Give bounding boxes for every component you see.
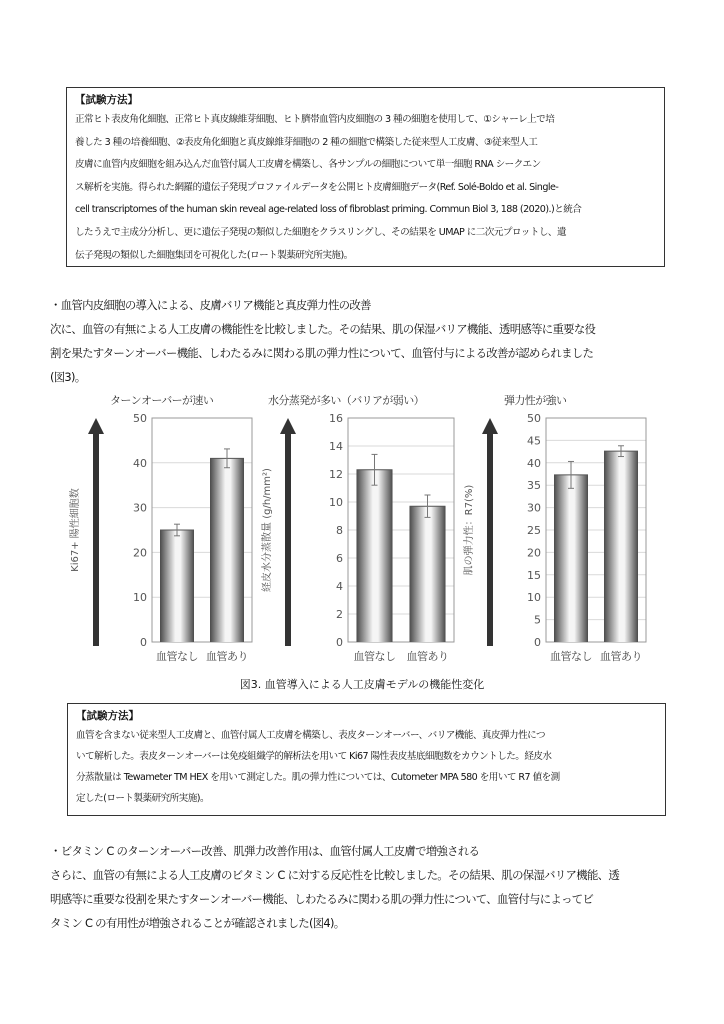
method-line: いて解析した。表皮ターンオーバーは免疫組織学的解析法を用いて Ki67 陽性表皮基底細胞数をカウントした。経皮水 xyxy=(76,751,552,762)
section-2-line: タミン C の有用性が増強されることが確認されました(図4)。 xyxy=(50,916,345,930)
y-tick-label: 2 xyxy=(336,608,343,621)
y-tick-label: 50 xyxy=(133,412,147,425)
section-1-line: 割を果たすターンオーバー機能、しわたるみに関わる肌の弾力性について、血管付与による改善が認められました xyxy=(50,346,594,360)
method-line: 正常ヒト表皮角化細胞、正常ヒト真皮線維芽細胞、ヒト臍帯血管内皮細胞の 3 種の細胞を使用して、①シャーレ上で培 xyxy=(75,114,555,125)
method-line: 分蒸散量は Tewameter TM HEX を用いて測定した。肌の弾力性については、Cutometer MPA 580 を用いて R7 値を測 xyxy=(76,772,560,783)
method-box-1-body xyxy=(75,109,656,267)
chart-elasticity xyxy=(464,388,654,673)
method-box-2 xyxy=(67,703,666,816)
section-1-line: 次に、血管の有無による人工皮膚の機能性を比較しました。その結果、肌の保湿バリア機能、透明感等に重要な役 xyxy=(50,322,596,336)
y-tick-label: 6 xyxy=(336,552,343,565)
section-1 xyxy=(50,293,690,389)
method-line: 養した 3 種の培養細胞、②表皮角化細胞と真皮線維芽細胞の 2 種の細胞で構築した従来型人工皮膚、③従来型人工 xyxy=(75,136,538,148)
bar xyxy=(210,458,244,642)
y-tick-label: 15 xyxy=(527,568,541,582)
bar xyxy=(160,530,194,642)
x-category-label: 血管なし xyxy=(550,650,592,663)
bar xyxy=(409,506,445,642)
x-category-label: 血管あり xyxy=(206,650,248,663)
bar xyxy=(356,470,392,642)
y-tick-label: 5 xyxy=(534,613,541,627)
axis-arrow-head xyxy=(280,418,296,434)
method-line: 皮膚に血管内皮細胞を組み込んだ血管付属人工皮膚を構築し、各サンプルの細胞について単一細胞 RNA シークエン xyxy=(75,159,541,171)
y-tick-label: 35 xyxy=(527,479,541,493)
y-tick-label: 10 xyxy=(133,591,147,605)
method-line: ス解析を実施。得られた網羅的遺伝子発現プロファイルデータを公開ヒト皮膚細胞データ(Ref. Solé-Boldo et al. Single- xyxy=(75,181,559,193)
y-tick-label: 20 xyxy=(133,546,147,560)
y-tick-label: 0 xyxy=(534,636,541,649)
chart-title: 弾力性が強い xyxy=(504,394,567,407)
y-tick-label: 45 xyxy=(527,434,541,448)
section-2-line: さらに、血管の有無による人工皮膚のビタミン C に対する反応性を比較しました。その結果、肌の保湿バリア機能、透 xyxy=(50,868,620,882)
y-axis-label: 経皮水分蒸散量 (g/h/mm²) xyxy=(262,468,273,592)
section-1-line: (図3)。 xyxy=(50,370,86,384)
method-line: 血管を含まない従来型人工皮膚と、血管付属人工皮膚を構築し、表皮ターンオーバー、バリア機能、真皮弾力性につ xyxy=(76,730,546,741)
x-category-label: 血管なし xyxy=(156,650,198,663)
bar xyxy=(604,451,638,642)
axis-arrow-head xyxy=(482,418,498,434)
y-tick-label: 0 xyxy=(140,636,147,649)
y-tick-label: 0 xyxy=(336,636,343,649)
y-tick-label: 10 xyxy=(527,591,541,605)
y-tick-label: 10 xyxy=(329,496,343,509)
y-tick-label: 16 xyxy=(329,412,343,425)
method-line: cell transcriptomes of the human skin reveal age-related loss of fibroblast priming. Commun Biol 3, 188 (2020).)と統合 xyxy=(75,204,582,216)
method-line: したうえで主成分分析し、更に遺伝子発現の類似した細胞をクラスリングし、その結果を UMAP に二次元プロットし、遺 xyxy=(75,226,567,238)
method-line: 定した(ロート製薬研究所実施)。 xyxy=(76,793,209,804)
y-tick-label: 40 xyxy=(133,456,147,470)
x-category-label: 血管あり xyxy=(600,650,642,663)
y-tick-label: 20 xyxy=(527,546,541,560)
chart-title: 水分蒸発が多い（バリアが弱い） xyxy=(268,394,424,407)
section-2 xyxy=(50,839,690,935)
figure-caption: 図3. 血管導入による人工皮膚モデルの機能性変化 xyxy=(239,678,485,691)
x-category-label: 血管あり xyxy=(406,650,449,663)
axis-arrow-head xyxy=(88,418,104,434)
y-tick-label: 25 xyxy=(527,524,541,537)
section-1-heading: ・血管内皮細胞の導入による、皮膚バリア機能と真皮弾力性の改善 xyxy=(50,298,371,312)
y-tick-label: 50 xyxy=(527,412,541,425)
y-axis-label: Ki67+ 陽性細胞数 xyxy=(70,488,81,572)
y-tick-label: 30 xyxy=(133,501,147,515)
method-box-2-title: 【試験方法】 xyxy=(76,710,139,722)
bar xyxy=(554,475,588,642)
section-2-line: 明感等に重要な役割を果たすターンオーバー機能、しわたるみに関わる肌の弾力性について、血管付与によってビ xyxy=(50,892,594,906)
y-tick-label: 8 xyxy=(336,524,343,537)
y-tick-label: 12 xyxy=(329,468,343,481)
y-tick-label: 4 xyxy=(336,580,343,593)
y-tick-label: 40 xyxy=(527,456,541,470)
chart-title: ターンオーバーが速い xyxy=(110,394,214,407)
y-tick-label: 14 xyxy=(329,440,343,453)
chart-tewl xyxy=(262,388,462,673)
y-tick-label: 30 xyxy=(527,501,541,515)
x-category-label: 血管なし xyxy=(353,650,396,663)
section-2-heading: ・ビタミン C のターンオーバー改善、肌弾力改善作用は、血管付属人工皮膚で増強される xyxy=(50,844,480,858)
method-box-1 xyxy=(66,87,665,267)
y-axis-label: 肌の弾力性：R7(%) xyxy=(464,484,475,576)
chart-turnover xyxy=(70,388,260,673)
method-box-2-body xyxy=(76,725,657,809)
method-box-1-title: 【試験方法】 xyxy=(75,94,138,106)
method-line: 伝子発現の類似した細胞集団を可視化した(ロート製薬研究所実施)。 xyxy=(75,249,353,261)
